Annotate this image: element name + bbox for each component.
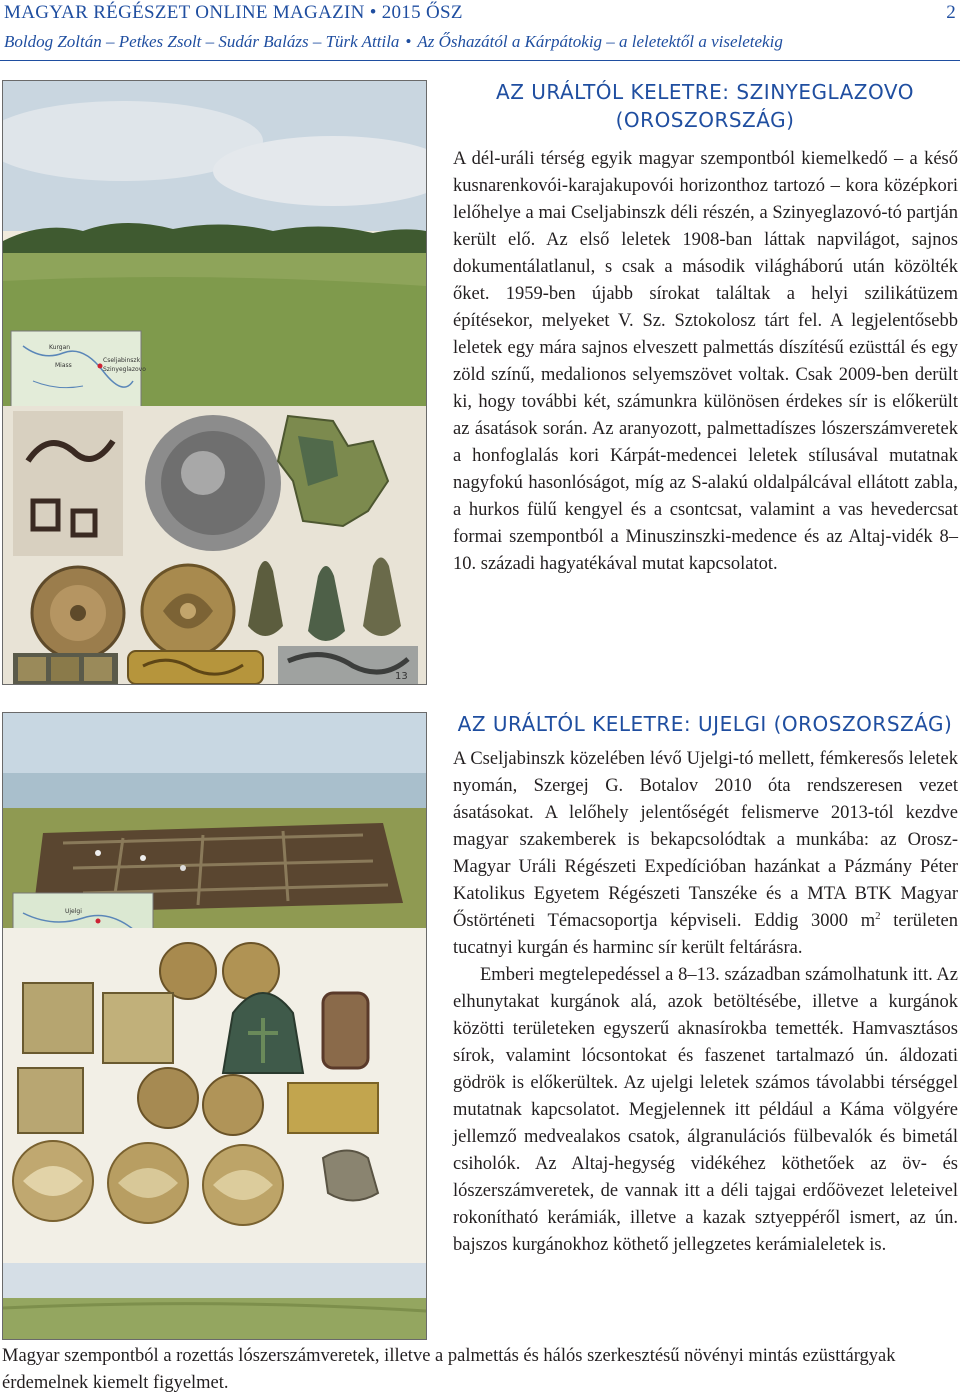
section2-paragraph1-part-a: A Cseljabinszk közelében lévő Ujelgi-tó mellett, fémkeresős leletek nyomán, Szergej G. Botalov 2010 óta rendszeresen vezet ásatásokat. A lelőhely jelentőségét felismerve 2013-tól kezdve magyar szakemberek is bekapcsolódtak a munkába: az Orosz-Magyar Uráli Régészeti Expedícióban hazánkat a Pázmány Péter Katolikus Egyetem Régészeti Tanszéke és a MTA BTK Magyar Őstörténeti Témacsoportja képviseli. Eddig 3000 m (453, 749, 958, 931)
gilded-mount (223, 943, 279, 999)
map-label: Kurgan (49, 344, 71, 351)
square-mount (18, 1068, 83, 1133)
map-label: Szinyeglazovo (103, 366, 146, 373)
rosette-mount (138, 1068, 198, 1128)
ujelgi-figure (2, 712, 427, 1340)
ujelgi-collage (3, 713, 426, 1339)
byline-separator: • (405, 32, 412, 51)
page-number: 2 (946, 2, 956, 23)
article-byline (4, 32, 956, 52)
section2-paragraph2: Emberi megtelepedéssel a 8–13. században számolhatunk itt. Az elhunytakat kurgánok alá, azok betöltésébe, illetve a kurgánok közötti területeken egyszerű aknasírokba temették. Hamvasztásos sírok, valamint lócsontokat és faszenet tartalmazó ún. áldozati gödrök is előkerültek. Az ujelgi leletek számos távolabbi térséggel mutatnak kapcsolatot. Megjelennek itt például a Káma völgyére jellemző medvealakos csatok, álgranulációs fülbevalók és bimetál csiholók. Az Altaj-hegység vidékéhez köthetőek az öv- és lószerszámveretek, de vannak itt a déli tajgai erdőövezet leleteivel rokonítható kerámiák, illetve a kazak sztyeppéről ismert, az ún. bajszos kurgánokhoz köthető jellegzetes kerámialeletek is. (453, 965, 958, 1255)
superscript-2: 2 (875, 909, 881, 922)
article-title: Az Őshazától a Kárpátokig – a leletektől a viseletekig (417, 32, 783, 51)
section2-paragraph1-part-b: területen tucatnyi kurgán és harminc sír került feltárásra. (453, 911, 959, 958)
rosette-mount (203, 1075, 263, 1135)
szinyeglazovo-figure (2, 80, 427, 685)
closing-paragraph: Magyar szempontból a rozettás lószerszámveretek, illetve a palmettás és hálós szerkesztésű növényi mintás ezüsttárgyak érdemelnek kiemelt figyelmet. (2, 1346, 896, 1393)
map-label: Miass (55, 362, 72, 369)
find-number-label: 13 (395, 671, 408, 682)
section1-title (450, 78, 960, 134)
section2-title (450, 710, 960, 738)
magazine-title: MAGYAR RÉGÉSZET ONLINE MAGAZIN • 2015 ŐSZ (4, 2, 463, 23)
running-header (4, 2, 956, 26)
gold-plaque (288, 1083, 378, 1133)
buckle (323, 993, 368, 1068)
map-label: Ujelgi (65, 908, 82, 915)
section1-text (453, 146, 958, 578)
section2-text (453, 746, 958, 1259)
szinyeglazovo-collage (3, 81, 426, 684)
gilded-plaque (128, 651, 263, 684)
gilded-mount (160, 943, 216, 999)
header-rule (0, 60, 960, 61)
square-mount (103, 993, 173, 1063)
square-mount (23, 983, 93, 1053)
section1-paragraph: A dél-uráli térség egyik magyar szempontból kiemelkedő – a késő kusnarenkovói-karajakupovói horizonthoz tartozó – kora középkori lelőhelye a mai Cseljabinszk déli részén, a Szinyeglazovó-tó partján került elő. Az első leletek 1908-ban láttak napvilágot, sajnos dokumentálatlanul, s csak a második világháború után közölték őket. 1959-ben újabb sírokat találtak a helyi szilikátüzem építésekor, melyeket V. Sz. Sztokolosz tárt fel. A legjelentősebb leletek egy mára sajnos elveszett palmettás díszítésű ezüsttál és egy zöld színű, medalionos selyemszövet voltak. Csak 2009-ben derült ki, hogy további két, számunkra különösen érdekes sír is előkerült az ásatások során. Az aranyozott, palmettadíszes lószerszámveretek a honfoglalás kori Kárpát-medencei leletek stílusával mutatnak nagyfokú hasonlóságot, míg az S-alakú oldalpálcával ellátott zabla, a hurkos fülű kengyel és a csontcsat, valamint a vas hevedercsat formai szempontból a Minuszinszki-medence és az Altaj-vidék 8–10. századi hagyatékával mutat kapcsolatot. (453, 149, 958, 574)
section2-title-text: AZ URÁLTÓL KELETRE: UJELGI (OROSZORSZÁG) (457, 712, 953, 736)
section2-paragraph1 (453, 746, 958, 962)
section1-title-line1: AZ URÁLTÓL KELETRE: SZINYEGLAZOVO (496, 80, 914, 104)
section1-title-line2: (OROSZORSZÁG) (615, 108, 795, 132)
map-label: Cseljabinszk (103, 357, 141, 364)
authors: Boldog Zoltán – Petkes Zsolt – Sudár Balázs – Türk Attila (4, 32, 400, 51)
